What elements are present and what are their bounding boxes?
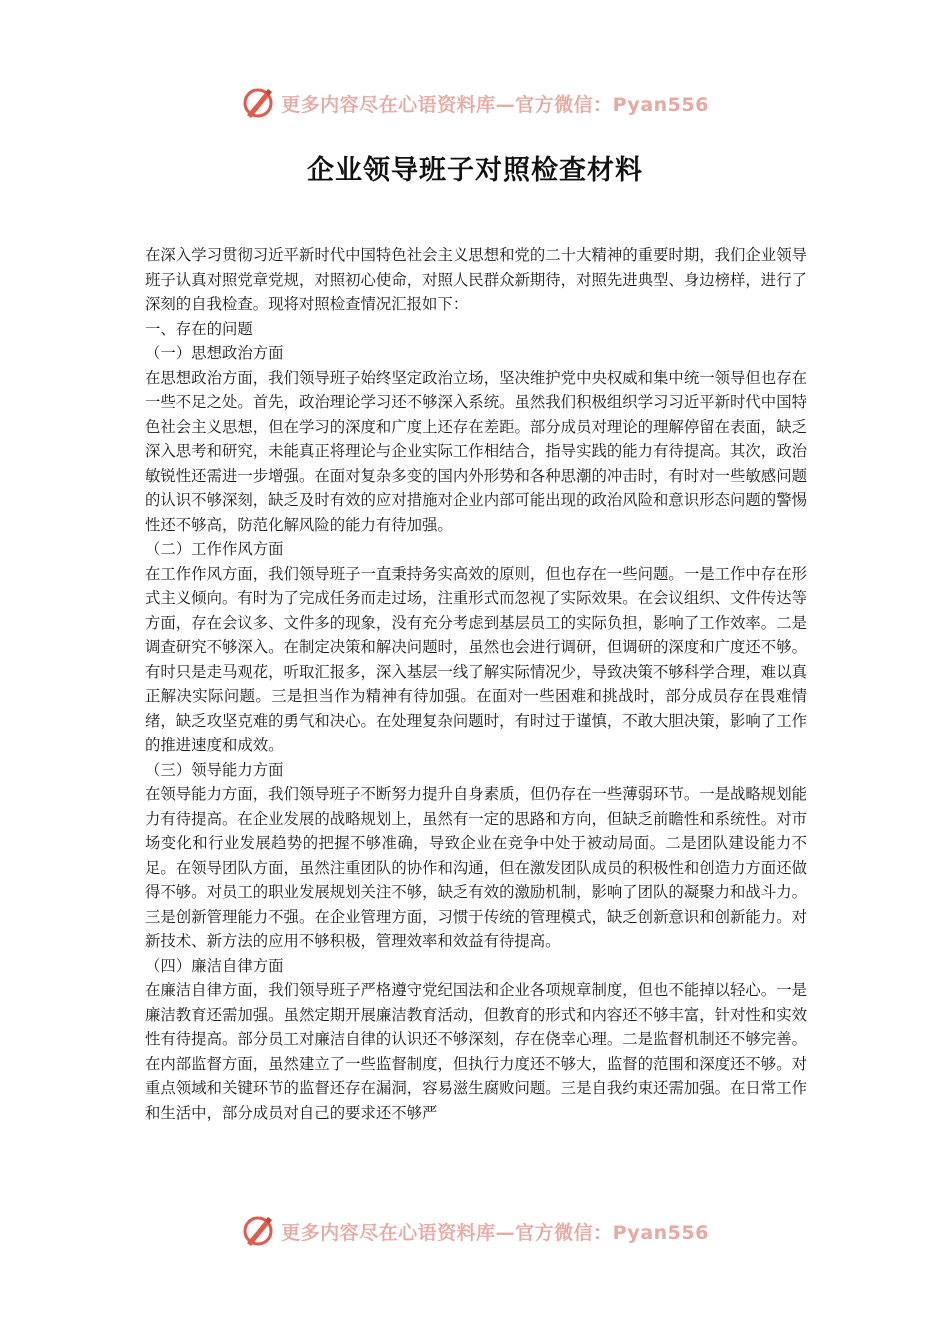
subsection-heading: （一）思想政治方面 [145, 344, 284, 362]
paragraph: 在领导能力方面，我们领导班子不断努力提升自身素质，但仍存在一些薄弱环节。一是战略规划能力有待提高。在企业发展的战略规划上，虽然有一定的思路和方向，但缺乏前瞻性和系统性。对市场变化和行业发展趋势的把握不够准确，导致企业在竞争中处于被动局面。二是团队建设能力不足。在领导团队方面，虽然注重团队的协作和沟通，但在激发团队成员的积极性和创造力方面还做得不够。对员工的职业发展规划关注不够，缺乏有效的激励机制，影响了团队的凝聚力和战斗力。三是创新管理能力不强。在企业管理方面，习惯于传统的管理模式，缺乏创新意识和创新能力。对新技术、新方法的应用不够积极，管理效率和效益有待提高。 [145, 785, 807, 950]
document-body [145, 243, 807, 1125]
header-banner [0, 78, 950, 128]
document-title: 企业领导班子对照检查材料 [307, 155, 643, 186]
footer-banner-text: 更多内容尽在心语资料库—官方微信：Pyan556 [281, 1221, 709, 1244]
paragraph: 在思想政治方面，我们领导班子始终坚定政治立场，坚决维护党中央权威和集中统一领导但也存在一些不足之处。首先，政治理论学习还不够深入系统。虽然我们积极组织学习习近平新时代中国特色社会主义思想，但在学习的深度和广度上还存在差距。部分成员对理论的理解停留在表面，缺乏深入思考和研究，未能真正将理论与企业实际工作相结合，指导实践的能力有待提高。其次，政治敏锐性还需进一步增强。在面对复杂多变的国内外形势和各种思潮的冲击时，有时对一些敏感问题的认识不够深刻，缺乏及时有效的应对措施对企业内部可能出现的政治风险和意识形态问题的警惕性还不够高，防范化解风险的能力有待加强。 [145, 368, 807, 534]
pen-logo-icon [241, 85, 277, 121]
paragraph: 在工作作风方面，我们领导班子一直秉持务实高效的原则，但也存在一些问题。一是工作中存在形式主义倾向。有时为了完成任务而走过场，注重形式而忽视了实际效果。在会议组织、文件传达等方面，存在会议多、文件多的现象，没有充分考虑到基层员工的实际负担，影响了工作效率。二是调查研究不够深入。在制定决策和解决问题时，虽然也会进行调研，但调研的深度和广度还不够。有时只是走马观花，听取汇报多，深入基层一线了解实际情况少，导致决策不够科学合理，难以真正解决实际问题。三是担当作为精神有待加强。在面对一些困难和挑战时，部分成员存在畏难情绪，缺乏攻坚克难的勇气和决心。在处理复杂问题时，有时过于谨慎，不敢大胆决策，影响了工作的推进速度和成效。 [145, 564, 807, 754]
subsection-heading: （二）工作作风方面 [145, 540, 284, 558]
paragraph: 在廉洁自律方面，我们领导班子严格遵守党纪国法和企业各项规章制度，但也不能掉以轻心。一是廉洁教育还需加强。虽然定期开展廉洁教育活动，但教育的形式和内容还不够丰富，针对性和实效性有待提高。部分员工对廉洁自律的认识还不够深刻，存在侥幸心理。二是监督机制还不够完善。在内部监督方面，虽然建立了一些监督制度，但执行力度还不够大，监督的范围和深度还不够。对重点领域和关键环节的监督还存在漏洞，容易滋生腐败问题。三是自我约束还需加强。在日常工作和生活中，部分成员对自己的要求还不够严 [145, 981, 807, 1122]
subsection-heading: （四）廉洁自律方面 [145, 956, 284, 975]
pen-logo-icon [241, 1213, 277, 1249]
paragraph-intro: 在深入学习贯彻习近平新时代中国特色社会主义思想和党的二十大精神的重要时期，我们企业领导班子认真对照党章党规，对照初心使命，对照人民群众新期待，对照先进典型、身边榜样，进行了深刻的自我检查。现将对照检查情况汇报如下： [145, 246, 807, 313]
section-heading: 一、存在的问题 [145, 319, 253, 338]
subsection-heading: （三）领导能力方面 [145, 760, 284, 779]
header-banner-text: 更多内容尽在心语资料库—官方微信：Pyan556 [281, 93, 709, 116]
footer-banner [0, 1206, 950, 1256]
